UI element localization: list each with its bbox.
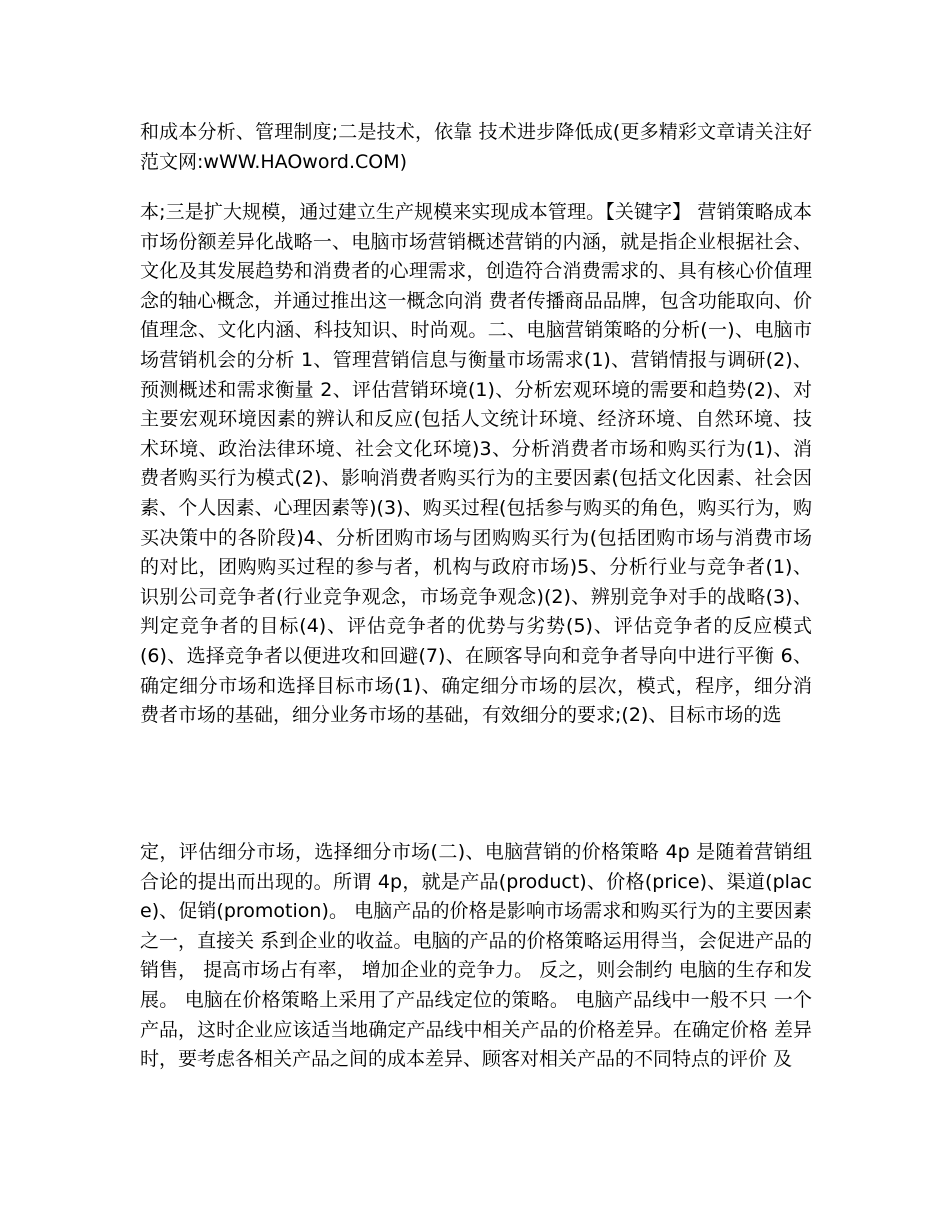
paragraph-price-strategy: 定，评估细分市场，选择细分市场(二)、电脑营销的价格策略 4p 是随着营销组合论的提出而出现的。所谓 4p，就是产品(product)、价格(price)、渠道(place)、促销(promotion)。 电脑产品的价格是影响市场需求和购买行为的主要因素之一，直接关 系到企业的收益。电脑的产品的价格策略运用得当，会促进产品的销售， 提高市场占有率， 增加企业的竞争力。 反之，则会制约 电脑的生存和发展。 电脑在价格策略上采用了产品线定位的策略。 电脑产品线中一般不只 一个产品，这时企业应该适当地确定产品线中相关产品的价格差异。在确定价格 差异时，要考虑各相关产品之间的成本差异、顾客对相关产品的不同特点的评价 及 (140, 841, 812, 1071)
paragraph-main-body: 本;三是扩大规模，通过建立生产规模来实现成本管理。【关键字】 营销策略成本市场份额差异化战略一、电脑市场营销概述营销的内涵，就是指企业根据社会、文化及其发展趋势和消费者的心理需求，创造符合消费需求的、具有核心价值理念的轴心概念，并通过推出这一概念向消 费者传播商品品牌，包含功能取向、价值理念、文化内涵、科技知识、时尚观。二、电脑营销策略的分析(一)、电脑市场营销机会的分析 1、管理营销信息与衡量市场需求(1)、营销情报与调研(2)、预测概述和需求衡量 2、评估营销环境(1)、分析宏观环境的需要和趋势(2)、对主要宏观环境因素的辨认和反应(包括人文统计环境、经济环境、自然环境、技术环境、政治法律环境、社会文化环境)3、分析消费者市场和购买行为(1)、消费者购买行为模式(2)、影响消费者购买行为的主要因素(包括文化因素、社会因素、个人因素、心理因素等)(3)、购买过程(包括参与购买的角色，购买行为，购买决策中的各阶段)4、分析团购市场与团购购买行为(包括团购市场与消费市场的对比，团购购买过程的参与者，机构与政府市场)5、分析行业与竞争者(1)、识别公司竞争者(行业竞争观念，市场竞争观念)(2)、辨别竞争对手的战略(3)、判定竞争者的目标(4)、评估竞争者的优势与劣势(5)、评估竞争者的反应模式(6)、选择竞争者以便进攻和回避(7)、在顾客导向和竞争者导向中进行平衡 6、确定细分市场和选择目标市场(1)、确定细分市场的层次，模式，程序，细分消费者市场的基础，细分业务市场的基础，有效细分的要求;(2)、目标市场的选 (140, 201, 812, 727)
paragraph-continuation-header: 和成本分析、管理制度;二是技术，依靠 技术进步降低成(更多精彩文章请关注好 范文网:wWW.HAOword.COM) (140, 121, 812, 173)
